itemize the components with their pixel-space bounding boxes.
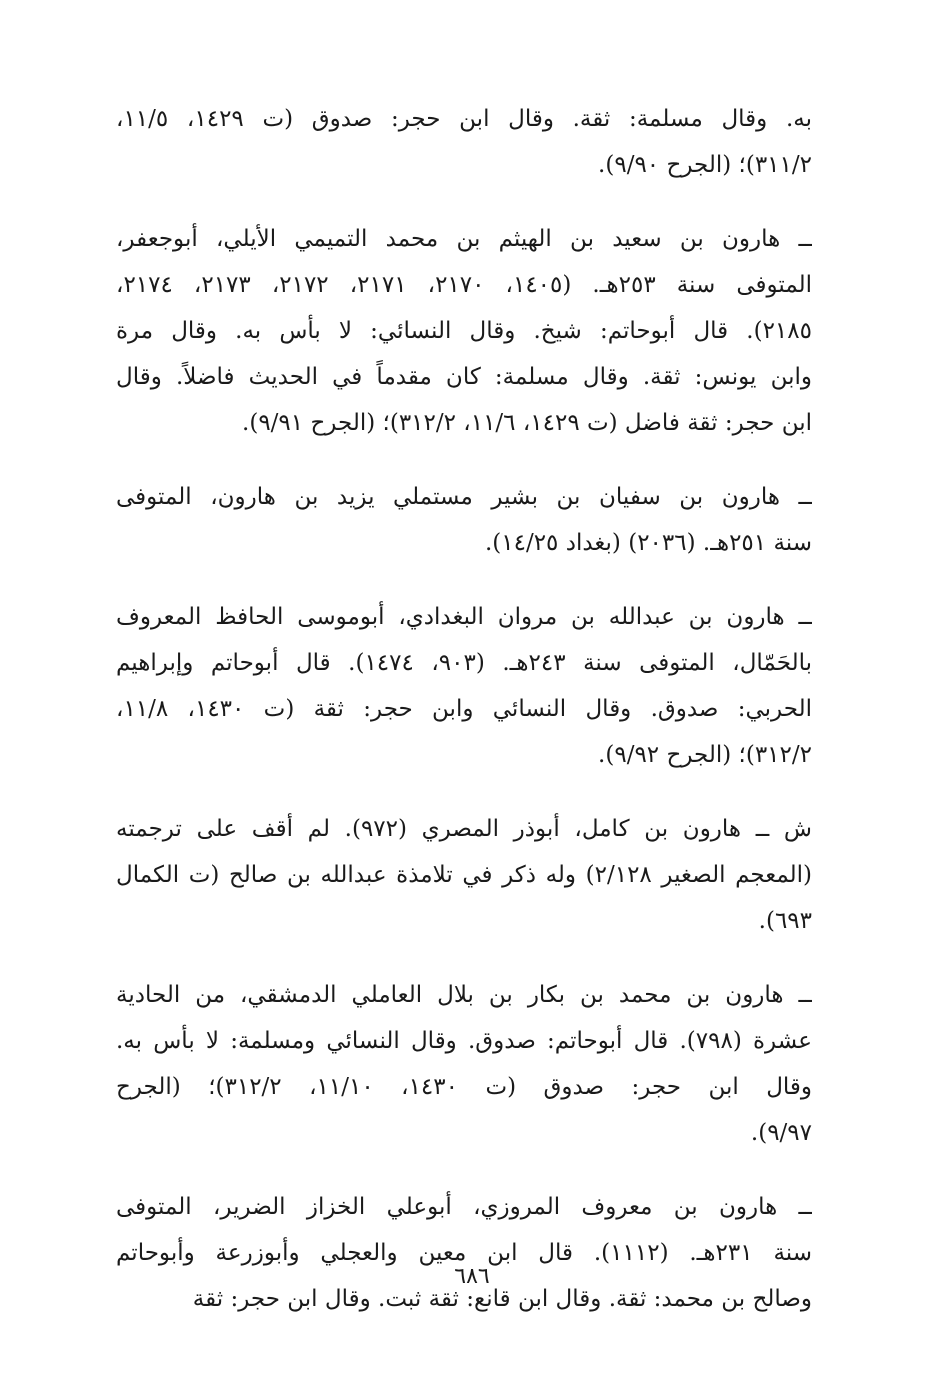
text-line: ٢١٨٥). قال أبوحاتم: شيخ. وقال النسائي: لا بأس به. وقال مرة: [116, 318, 812, 344]
entry-paragraph: [116, 1184, 812, 1322]
text-line: وصالح بن محمد: ثقة. وقال ابن قانع: ثقة ثبت. وقال ابن حجر: ثقة: [192, 1286, 812, 1312]
text-line: ٦٩٣).: [758, 908, 812, 934]
entry-paragraph: [116, 806, 812, 944]
text-line: ٩/٩٧).: [750, 1120, 812, 1146]
text-line: ــ هارون بن سفيان بن بشير مستملي يزيد بن هارون، المتوفى: [116, 484, 812, 510]
text-line: المتوفى سنة ٢٥٣هـ. (١٤٠٥، ٢١٧٠، ٢١٧١، ٢١٧٢، ٢١٧٣، ٢١٧٤،: [116, 272, 812, 298]
text-line: ــ هارون بن سعيد بن الهيثم بن محمد التميمي الأيلي، أبوجعفر،: [116, 226, 812, 252]
text-line: ٣١٢/٢)؛ (الجرح ٩/٩٢).: [598, 742, 812, 768]
text-line: ــ هارون بن معروف المروزي، أبوعلي الخزاز الضرير، المتوفى: [116, 1194, 812, 1220]
entry-paragraph: [116, 474, 812, 566]
text-line: (المعجم الصغير ٢/١٢٨) وله ذكر في تلامذة عبدالله بن صالح (ت الكمال: [116, 862, 812, 888]
entry-paragraph: [116, 96, 812, 188]
text-line: ابن حجر: ثقة فاضل (ت ١٤٢٩، ١١/٦، ٣١٢/٢)؛ (الجرح ٩/٩١).: [242, 410, 812, 436]
text-line: بالحَمّال، المتوفى سنة ٢٤٣هـ. (٩٠٣، ١٤٧٤). قال أبوحاتم وإبراهيم: [116, 650, 812, 676]
text-line: به. وقال مسلمة: ثقة. وقال ابن حجر: صدوق (ت ١٤٢٩، ١١/٥،: [116, 106, 812, 132]
entry-paragraph: [116, 216, 812, 446]
entry-paragraph: [116, 972, 812, 1156]
text-line: سنة ٢٣١هـ. (١١١٢). قال ابن معين والعجلي وأبوزرعة وأبوحاتم: [116, 1240, 812, 1266]
page-body: [116, 96, 812, 1350]
text-line: سنة ٢٥١هـ. (٢٠٣٦) (بغداد ١٤/٢٥).: [484, 530, 812, 556]
text-line: ٣١١/٢)؛ (الجرح ٩/٩٠).: [598, 152, 812, 178]
text-line: عشرة (٧٩٨). قال أبوحاتم: صدوق. وقال النسائي ومسلمة: لا بأس به.: [116, 1028, 812, 1054]
text-line: الحربي: صدوق. وقال النسائي وابن حجر: ثقة (ت ١٤٣٠، ١١/٨،: [116, 696, 812, 722]
text-line: ش ــ هارون بن كامل، أبوذر المصري (٩٧٢). لم أقف على ترجمته: [116, 816, 812, 842]
text-line: وقال ابن حجر: صدوق (ت ١٤٣٠، ١١/١٠، ٣١٢/٢)؛ (الجرح: [116, 1074, 812, 1100]
text-line: ــ هارون بن محمد بن بكار بن بلال العاملي الدمشقي، من الحادية: [116, 982, 812, 1008]
page-number: ٦٨٦: [454, 1264, 490, 1289]
entry-paragraph: [116, 594, 812, 778]
text-line: ــ هارون بن عبدالله بن مروان البغدادي، أبوموسى الحافظ المعروف: [116, 604, 812, 630]
text-line: وابن يونس: ثقة. وقال مسلمة: كان مقدماً في الحديث فاضلاً. وقال: [116, 364, 812, 390]
